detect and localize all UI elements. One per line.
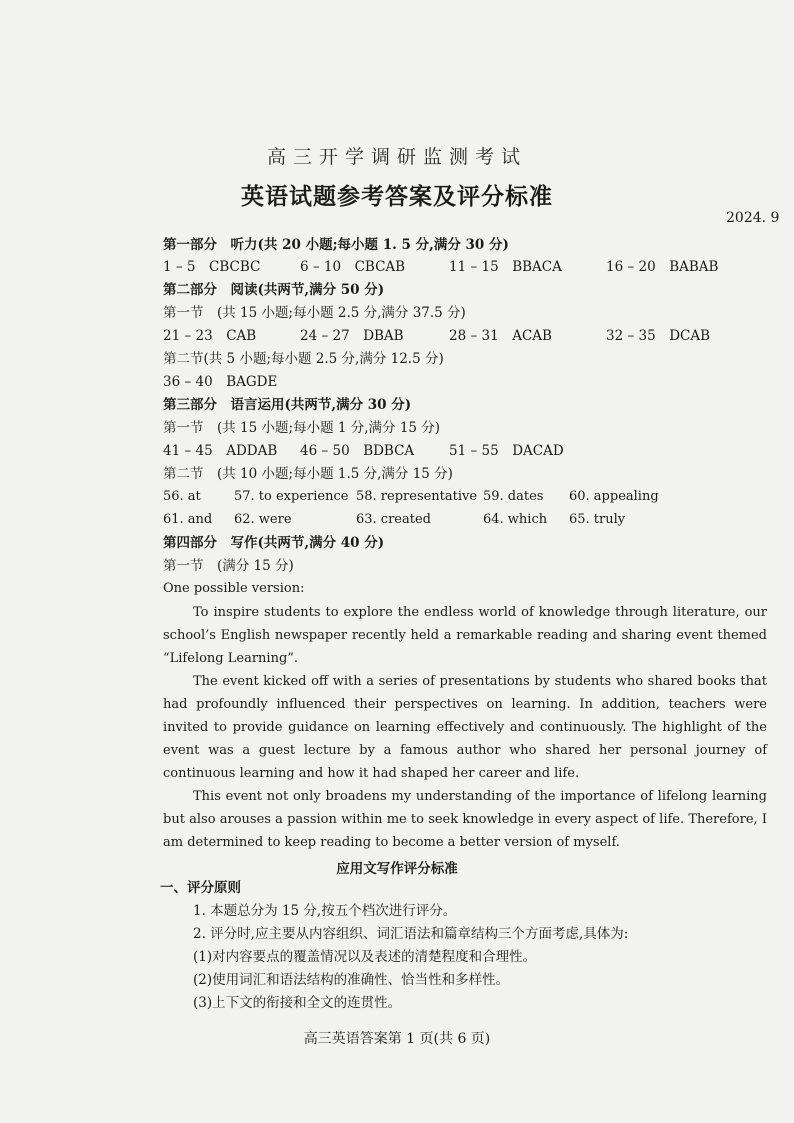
fill-answer: 61. and xyxy=(163,512,213,527)
answer-group: 51 – 55 DACAD xyxy=(449,443,564,459)
version-label: One possible version: xyxy=(163,581,305,596)
document-title: 英语试题参考答案及评分标准 xyxy=(241,183,553,210)
fill-answer: 64. which xyxy=(483,512,548,527)
criteria-item: (2)使用词汇和语法结构的准确性、恰当性和多样性。 xyxy=(193,972,510,988)
exam-date: 2024. 9 xyxy=(726,210,780,226)
part4-section1-heading: 第一节 (满分 15 分) xyxy=(163,558,294,574)
criteria-principle-heading: 一、评分原则 xyxy=(160,880,241,896)
fill-answer: 62. were xyxy=(234,512,292,527)
fill-answer: 63. created xyxy=(356,512,431,527)
part2-section1-heading: 第一节 (共 15 小题;每小题 2.5 分,满分 37.5 分) xyxy=(163,305,466,321)
criteria-item: 2. 评分时,应主要从内容组织、词汇语法和篇章结构三个方面考虑,具体为: xyxy=(193,926,629,942)
essay-paragraph-2: The event kicked off with a series of presentations by students who shared books that had profoundly influenced their perspectives on learning. In addition, teachers were invited to provide guidance on learning effectively and continuously. The highlight of the event was a guest lecture by a famous author who shared her personal journey of continuous learning and how it had shaped her career and life. xyxy=(163,674,767,781)
answer-group: 21 – 23 CAB xyxy=(163,328,257,344)
fill-answer: 65. truly xyxy=(569,512,626,527)
fill-answer: 60. appealing xyxy=(569,489,659,504)
answer-group: 41 – 45 ADDAB xyxy=(163,443,278,459)
fill-answer: 56. at xyxy=(163,489,201,504)
answer-group: 46 – 50 BDBCA xyxy=(300,443,415,459)
answer-group: 1 – 5 CBCBC xyxy=(163,259,261,275)
criteria-item: (1)对内容要点的覆盖情况以及表述的清楚程度和合理性。 xyxy=(193,949,537,965)
page-footer: 高三英语答案第 1 页(共 6 页) xyxy=(303,1031,491,1047)
criteria-title: 应用文写作评分标准 xyxy=(336,861,458,877)
part2-heading: 第二部分 阅读(共两节,满分 50 分) xyxy=(163,282,385,298)
fill-answer: 58. representative xyxy=(356,489,478,504)
answer-group: 6 – 10 CBCAB xyxy=(300,259,406,275)
part3-section2-heading: 第二节 (共 10 小题;每小题 1.5 分,满分 15 分) xyxy=(163,466,453,482)
part2-section2-answers: 36 – 40 BAGDE xyxy=(163,374,278,390)
part4-heading: 第四部分 写作(共两节,满分 40 分) xyxy=(163,535,385,551)
answer-group: 28 – 31 ACAB xyxy=(449,328,552,344)
answer-group: 24 – 27 DBAB xyxy=(300,328,404,344)
part2-section2-heading: 第二节(共 5 小题;每小题 2.5 分,满分 12.5 分) xyxy=(163,351,444,367)
fill-answer: 59. dates xyxy=(483,489,544,504)
answer-group: 11 – 15 BBACA xyxy=(449,259,562,275)
criteria-item: 1. 本题总分为 15 分,按五个档次进行评分。 xyxy=(193,903,457,919)
part3-section1-heading: 第一节 (共 15 小题;每小题 1 分,满分 15 分) xyxy=(163,420,441,436)
part3-heading: 第三部分 语言运用(共两节,满分 30 分) xyxy=(163,397,412,413)
part1-heading: 第一部分 听力(共 20 小题;每小题 1. 5 分,满分 30 分) xyxy=(163,237,509,253)
essay-paragraph-3: This event not only broadens my understanding of the importance of lifelong learning but also arouses a passion within me to seek knowledge in every aspect of life. Therefore, I am determined to keep reading to become a better version of myself. xyxy=(163,789,767,850)
essay-paragraph-1: To inspire students to explore the endless world of knowledge through literature, our school’s English newspaper recently held a remarkable reading and sharing event themed “Lifelong Learning”. xyxy=(163,605,767,666)
answer-group: 16 – 20 BABAB xyxy=(606,259,719,275)
criteria-item: (3)上下文的衔接和全文的连贯性。 xyxy=(193,995,402,1011)
answer-group: 32 – 35 DCAB xyxy=(606,328,711,344)
fill-answer: 57. to experience xyxy=(234,489,349,504)
exam-title: 高三开学调研监测考试 xyxy=(266,146,527,168)
